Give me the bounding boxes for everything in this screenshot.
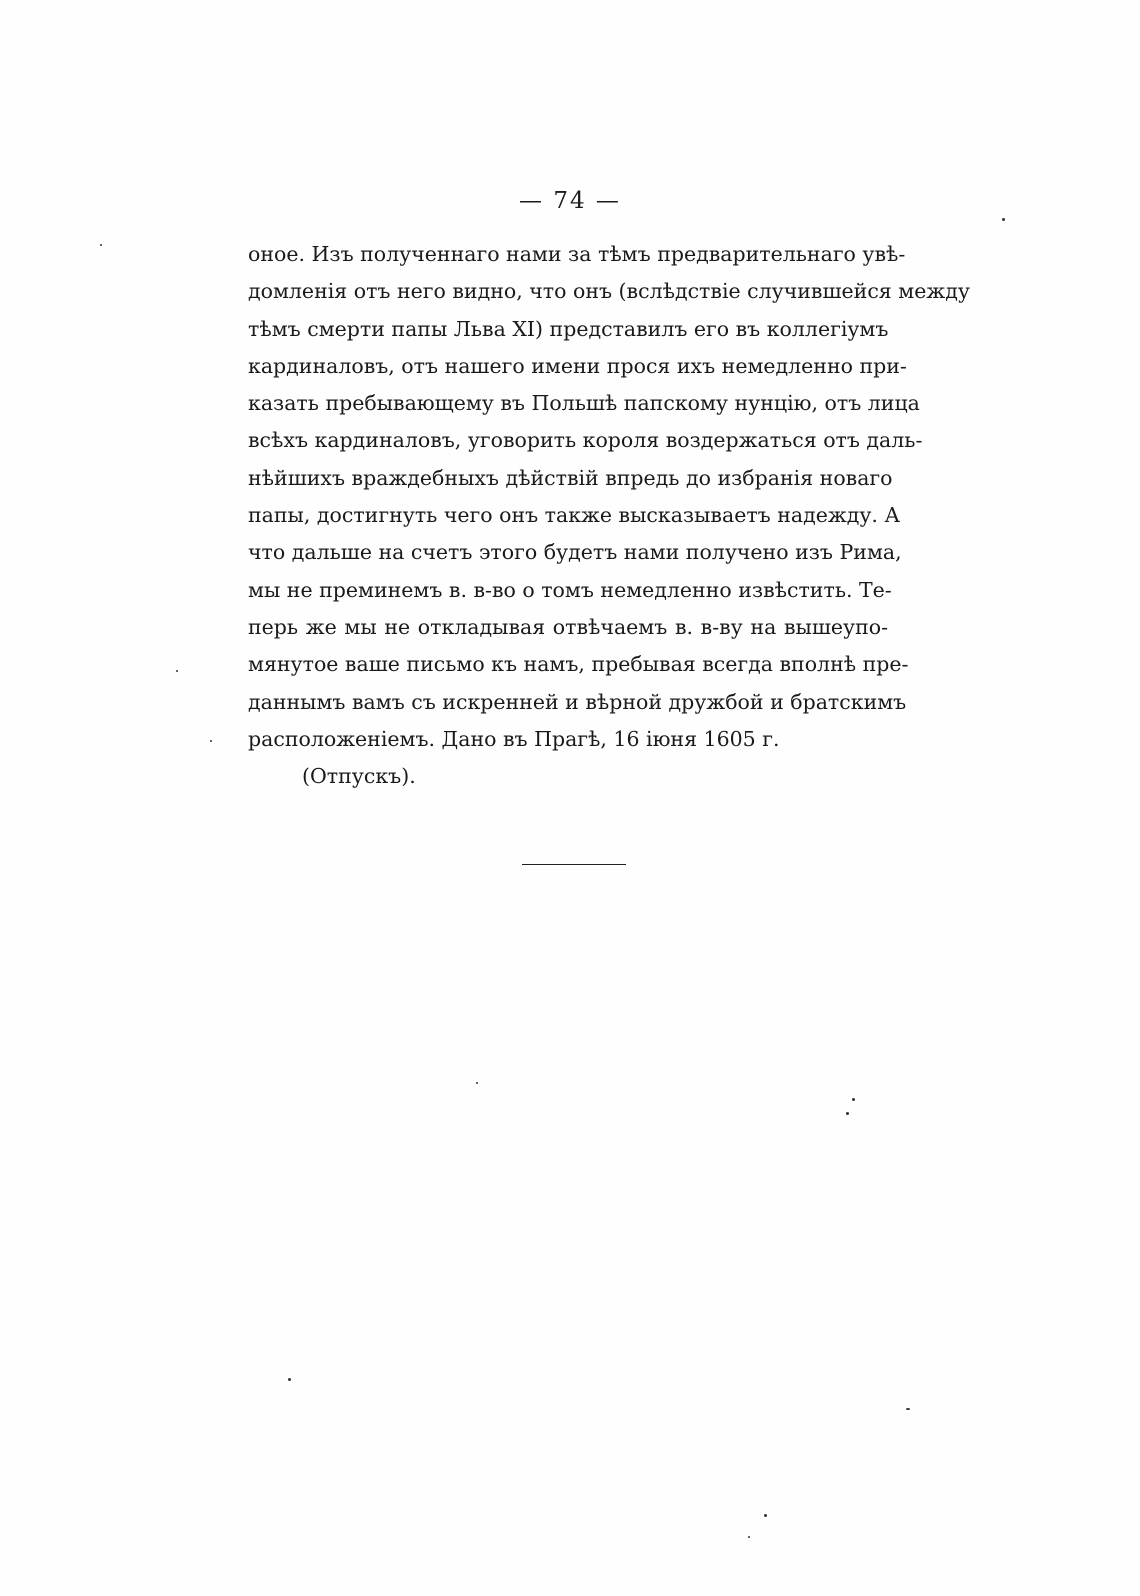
- scan-speck: [210, 740, 212, 742]
- scan-speck: [906, 1408, 910, 1410]
- scan-speck: [476, 1082, 478, 1084]
- text-line: папы, достигнуть чего онъ также высказываетъ надежду. А: [248, 503, 900, 528]
- scan-speck: [288, 1378, 291, 1381]
- scan-speck: [852, 1098, 855, 1101]
- text-line: кардиналовъ, отъ нашего имени прося ихъ немедленно при-: [248, 353, 907, 378]
- text-line: всѣхъ кардиналовъ, уговорить короля воздержаться отъ даль-: [248, 428, 923, 453]
- text-line: мянутое ваше письмо къ намъ, пребывая всегда вполнѣ пре-: [248, 652, 909, 677]
- scan-speck: [748, 1536, 750, 1538]
- text-line: нѣйшихъ враждебныхъ дѣйствій впредь до избранія новаго: [248, 465, 893, 490]
- closing-note: (Отпускъ).: [302, 764, 416, 788]
- text-line: что дальше на счетъ этого будетъ нами получено изъ Рима,: [248, 540, 902, 565]
- scan-speck: [846, 1112, 849, 1115]
- scan-speck: [100, 244, 102, 246]
- scan-speck: [176, 670, 178, 672]
- body-text: [248, 236, 970, 758]
- text-line: перь же мы не откладывая отвѣчаемъ в. в-ву на вышеупо-: [248, 614, 888, 639]
- text-line: оное. Изъ полученнаго нами за тѣмъ предварительнаго увѣ-: [248, 242, 906, 266]
- page-number: — 74 —: [519, 188, 621, 214]
- text-line: даннымъ вамъ съ искренней и вѣрной дружбой и братскимъ: [248, 689, 907, 714]
- text-line: мы не преминемъ в. в-во о томъ немедленно извѣстить. Те-: [248, 577, 892, 602]
- section-divider: [522, 864, 626, 865]
- text-line: расположеніемъ. Дано въ Прагѣ, 16 іюня 1605 г.: [248, 726, 780, 751]
- scan-speck: [1002, 218, 1005, 221]
- scan-speck: [764, 1514, 767, 1517]
- text-line: казать пребывающему въ Польшѣ папскому нунцію, отъ лица: [248, 391, 920, 416]
- text-line: домленія отъ него видно, что онъ (вслѣдствіе случившейся между: [248, 279, 970, 304]
- text-line: тѣмъ смерти папы Льва XI) представилъ его въ коллегіумъ: [248, 316, 889, 341]
